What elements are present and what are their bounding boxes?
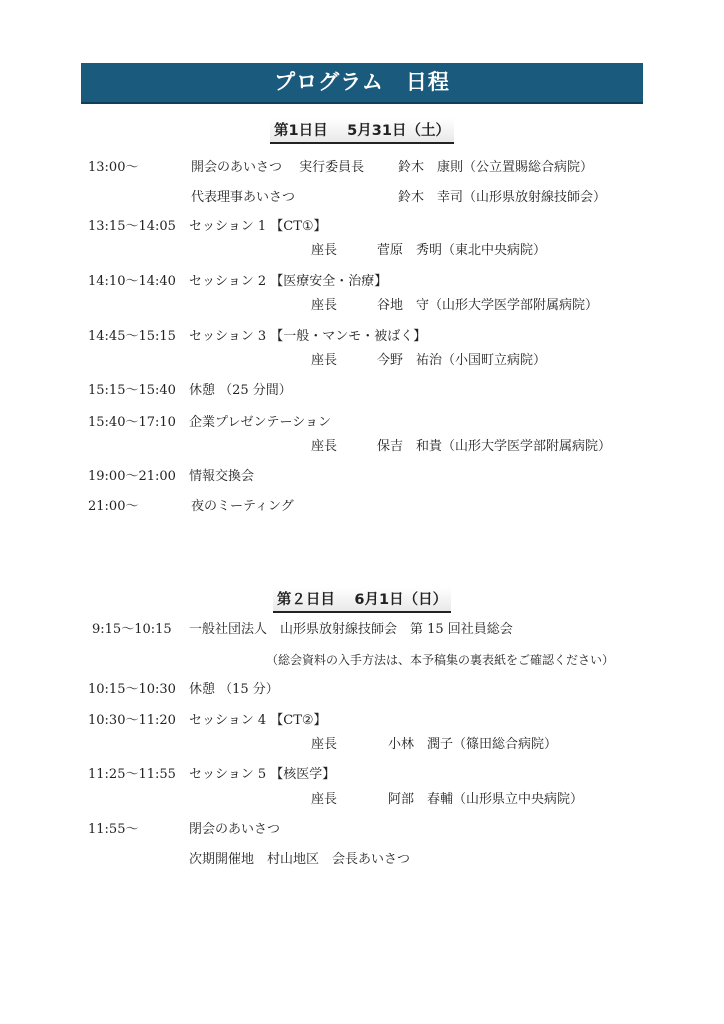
description: 企業プレゼンテーション: [189, 415, 331, 430]
day2-title-text: 第２日目 6月1日（日）: [273, 587, 451, 613]
schedule-row: [0, 850, 724, 870]
description: セッション 1 【CT①】: [189, 219, 327, 234]
schedule-row: [0, 158, 724, 178]
schedule-row: [0, 217, 724, 237]
chair-label: 座長: [311, 439, 338, 454]
chair-row: [0, 437, 724, 457]
note-row: [0, 650, 724, 670]
time: 14:10～14:40: [88, 274, 176, 289]
time: 11:25～11:55: [88, 767, 176, 782]
person: 阿部 春輔（山形県立中央病院）: [388, 792, 584, 807]
chair-row: [0, 351, 724, 371]
chair-row: [0, 790, 724, 810]
chair-row: [0, 241, 724, 261]
chair-label: 座長: [311, 243, 338, 258]
note: （総会資料の入手方法は、本予稿集の裏表紙をご確認ください）: [266, 653, 615, 667]
description: 次期開催地 村山地区 会長あいさつ: [189, 852, 411, 867]
schedule-row: [0, 497, 724, 517]
time: 21:00～: [88, 499, 139, 514]
chair-label: 座長: [311, 353, 338, 368]
schedule-row: [0, 711, 724, 731]
description: 休憩 （25 分間）: [189, 383, 292, 398]
schedule-row: [0, 413, 724, 433]
day2-title: [0, 587, 724, 613]
description: 開会のあいさつ 実行委員長: [191, 160, 365, 175]
schedule-row: [0, 765, 724, 785]
schedule-row: [0, 467, 724, 487]
schedule-row: [0, 381, 724, 401]
person: 菅原 秀明（東北中央病院）: [377, 243, 547, 258]
person: 鈴木 幸司（山形県放射線技師会）: [398, 190, 607, 205]
description: セッション 5 【核医学】: [189, 767, 336, 782]
description: 情報交換会: [189, 469, 255, 484]
schedule-row: [0, 820, 724, 840]
schedule-row: [0, 680, 724, 700]
person: 谷地 守（山形大学医学部附属病院）: [377, 298, 599, 313]
description: 代表理事あいさつ: [191, 190, 296, 205]
description: 休憩 （15 分）: [189, 682, 279, 697]
description: 一般社団法人 山形県放射線技師会 第 15 回社員総会: [189, 622, 513, 637]
day1-title-text: 第1日目 5月31日（土）: [270, 118, 454, 144]
time: 15:15～15:40: [88, 383, 176, 398]
person: 保吉 和貴（山形大学医学部附属病院）: [377, 439, 612, 454]
time: 10:30～11:20: [88, 713, 176, 728]
schedule-row: [0, 272, 724, 292]
schedule-row: [0, 188, 724, 208]
chair-label: 座長: [311, 298, 338, 313]
person: 鈴木 康則（公立置賜総合病院）: [398, 160, 594, 175]
chair-label: 座長: [311, 792, 338, 807]
time: 13:00～: [88, 160, 139, 175]
person: 今野 祐治（小国町立病院）: [377, 353, 547, 368]
chair-row: [0, 296, 724, 316]
description: セッション 4 【CT②】: [189, 713, 327, 728]
time: 19:00～21:00: [88, 469, 176, 484]
time: 15:40～17:10: [88, 415, 176, 430]
time: 10:15～10:30: [88, 682, 176, 697]
person: 小林 潤子（篠田総合病院）: [388, 737, 558, 752]
description: 閉会のあいさつ: [189, 822, 281, 837]
schedule-row: [0, 620, 724, 640]
description: セッション 2 【医療安全・治療】: [189, 274, 388, 289]
schedule-row: [0, 327, 724, 347]
chair-label: 座長: [311, 737, 338, 752]
time: 9:15～10:15: [92, 622, 172, 637]
time: 13:15～14:05: [88, 219, 176, 234]
time: 14:45～15:15: [88, 329, 176, 344]
day1-title: [0, 118, 724, 144]
time: 11:55～: [88, 822, 139, 837]
chair-row: [0, 735, 724, 755]
description: セッション 3 【一般・マンモ・被ばく】: [189, 329, 427, 344]
description: 夜のミーティング: [191, 499, 294, 514]
page-title: プログラム 日程: [81, 63, 643, 104]
